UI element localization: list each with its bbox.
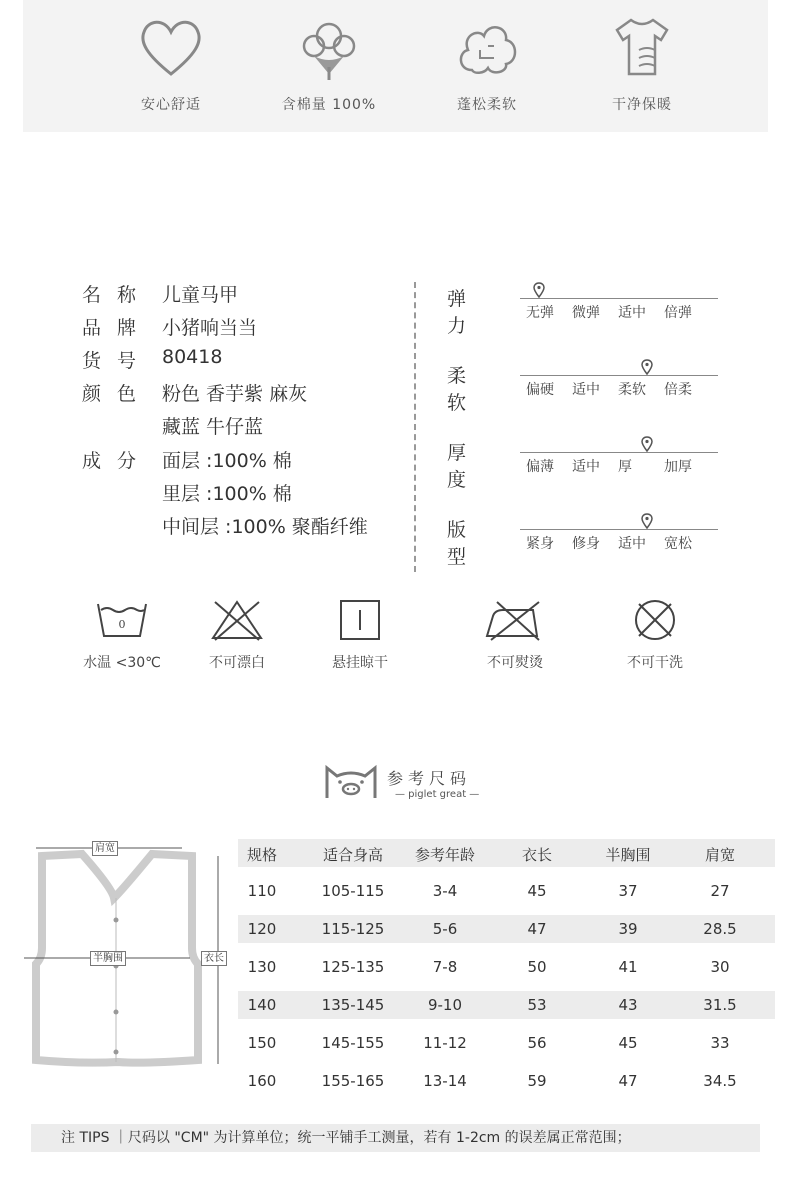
- table-cell: 155-165: [321, 1072, 385, 1090]
- table-header: [238, 839, 775, 867]
- scale-option: 偏薄: [526, 459, 554, 475]
- table-cell: 115-125: [321, 920, 385, 938]
- info-key: 成分: [82, 450, 153, 472]
- table-cell: 37: [618, 882, 638, 900]
- dashed-divider: [414, 282, 416, 572]
- feature-comfort: [101, 12, 241, 114]
- scale-option: 倍弹: [664, 305, 692, 321]
- scale-option: 适中: [618, 305, 646, 321]
- length-tag: 衣长: [201, 951, 227, 966]
- table-cell: 3-4: [432, 882, 458, 900]
- info-value: 藏蓝 牛仔蓝: [162, 416, 264, 438]
- table-row: [238, 991, 775, 1019]
- no-bleach-icon: [177, 598, 297, 642]
- scale-options: [526, 533, 710, 553]
- table-cell: 34.5: [703, 1072, 737, 1090]
- care-label: 悬挂晾干: [332, 655, 388, 671]
- table-cell: 45: [527, 882, 547, 900]
- feature-warm: [572, 12, 712, 114]
- scale-line: [520, 529, 718, 530]
- table-row: [238, 915, 775, 943]
- scale-options: [526, 379, 710, 399]
- table-cell: 160: [247, 1072, 277, 1090]
- info-value: 小猪响当当: [162, 317, 258, 339]
- scale-option: 修身: [572, 536, 600, 552]
- table-cell: 43: [618, 996, 638, 1014]
- care-wash: [62, 598, 182, 672]
- info-value: 里层 :100% 棉: [162, 483, 292, 505]
- size-title-text: 参考尺码: [387, 769, 472, 788]
- table-header-cell: 肩宽: [704, 846, 736, 864]
- scale-option: 偏硬: [526, 382, 554, 398]
- info-value: 面层 :100% 棉: [162, 450, 292, 472]
- scale-options: [526, 302, 710, 322]
- table-header-cell: 参考年龄: [414, 846, 476, 864]
- table-cell: 33: [710, 1034, 730, 1052]
- table-cell: 125-135: [321, 958, 385, 976]
- wash-30-icon: [62, 598, 182, 642]
- table-cell: 53: [527, 996, 547, 1014]
- tshirt-icon: [572, 12, 712, 82]
- table-cell: 145-155: [321, 1034, 385, 1052]
- table-cell: 47: [527, 920, 547, 938]
- features-band: [23, 0, 768, 132]
- info-key: 品牌: [82, 317, 153, 339]
- table-cell: 45: [618, 1034, 638, 1052]
- care-no-dryclean: [595, 598, 715, 672]
- table-cell: 27: [710, 882, 730, 900]
- table-cell: 135-145: [321, 996, 385, 1014]
- table-cell: 130: [247, 958, 277, 976]
- table-row: [238, 877, 775, 905]
- table-cell: 13-14: [423, 1072, 467, 1090]
- info-value: 中间层 :100% 聚酯纤维: [162, 516, 368, 538]
- location-pin-icon: [533, 282, 545, 302]
- size-section-title: [323, 762, 480, 806]
- table-cell: 56: [527, 1034, 547, 1052]
- scale-name: 弹力: [447, 288, 473, 337]
- feature-label: 含棉量 100%: [281, 97, 377, 113]
- table-cell: 120: [247, 920, 277, 938]
- feature-label: 干净保暖: [612, 97, 672, 113]
- location-pin-icon: [641, 359, 653, 379]
- table-cell: 50: [527, 958, 547, 976]
- feature-cotton: [259, 12, 399, 114]
- table-row: [238, 1029, 775, 1057]
- table-cell: 59: [527, 1072, 547, 1090]
- scale-name: 柔软: [447, 365, 473, 414]
- info-key: 颜色: [82, 383, 153, 405]
- scale-option: 微弹: [572, 305, 600, 321]
- table-cell: 9-10: [427, 996, 463, 1014]
- table-cell: 140: [247, 996, 277, 1014]
- location-pin-icon: [641, 436, 653, 456]
- feature-label: 蓬松柔软: [457, 97, 517, 113]
- scale-option: 无弹: [526, 305, 554, 321]
- scale-option: 加厚: [664, 459, 692, 475]
- cloud-icon: [417, 12, 557, 82]
- feature-label: 安心舒适: [141, 97, 201, 113]
- care-label: 不可熨烫: [487, 655, 543, 671]
- scale-option: 厚: [618, 459, 632, 475]
- shoulder-tag: 肩宽: [92, 841, 118, 856]
- table-cell: 31.5: [703, 996, 737, 1014]
- table-header-cell: 半胸围: [605, 846, 651, 864]
- table-cell: 5-6: [432, 920, 458, 938]
- scale-line: [520, 298, 718, 299]
- size-subtitle-text: — piglet great —: [395, 789, 480, 800]
- wash-temp-text: 0: [118, 618, 126, 631]
- table-cell: 28.5: [703, 920, 737, 938]
- table-cell: 47: [618, 1072, 638, 1090]
- scale-line: [520, 375, 718, 376]
- tips-bar: 注 TIPS ｜尺码以 "CM" 为计算单位；统一平铺手工测量，若有 1-2cm 的误差属正常范围；: [31, 1124, 760, 1152]
- care-no-iron: [455, 598, 575, 672]
- no-iron-icon: [455, 598, 575, 642]
- table-cell: 11-12: [423, 1034, 467, 1052]
- info-key: 名称: [82, 284, 153, 306]
- hang-dry-icon: [300, 598, 420, 642]
- scale-option: 适中: [618, 536, 646, 552]
- info-key: 货号: [82, 350, 153, 372]
- info-value: 粉色 香芋紫 麻灰: [162, 383, 308, 405]
- scale-option: 紧身: [526, 536, 554, 552]
- info-value: 80418: [162, 346, 223, 368]
- table-cell: 150: [247, 1034, 277, 1052]
- scale-name: 版型: [447, 519, 473, 568]
- info-value: 儿童马甲: [162, 284, 239, 306]
- care-label: 水温 <30℃: [83, 655, 161, 671]
- care-hang-dry: [300, 598, 420, 672]
- table-cell: 39: [618, 920, 638, 938]
- care-label: 不可漂白: [209, 655, 265, 671]
- table-cell: 30: [710, 958, 730, 976]
- table-row: [238, 953, 775, 981]
- chest-tag: 半胸围: [90, 951, 126, 966]
- scale-option: 适中: [572, 459, 600, 475]
- location-pin-icon: [641, 513, 653, 533]
- table-header-cell: 适合身高: [322, 846, 384, 864]
- table-cell: 7-8: [432, 958, 458, 976]
- no-dryclean-icon: [595, 598, 715, 642]
- scale-option: 倍柔: [664, 382, 692, 398]
- feature-fluffy: [417, 12, 557, 114]
- table-row: [238, 1067, 775, 1095]
- table-header-cell: 规格: [246, 846, 278, 864]
- scale-option: 宽松: [664, 536, 692, 552]
- care-no-bleach: [177, 598, 297, 672]
- scale-option: 柔软: [618, 382, 646, 398]
- table-cell: 110: [247, 882, 277, 900]
- scale-option: 适中: [572, 382, 600, 398]
- cotton-icon: [259, 12, 399, 82]
- scale-line: [520, 452, 718, 453]
- pig-logo-icon: [323, 787, 379, 806]
- vest-diagram: [22, 838, 234, 1082]
- table-cell: 105-115: [321, 882, 385, 900]
- table-header-cell: 衣长: [521, 846, 553, 864]
- scale-options: [526, 456, 710, 476]
- heart-icon: [101, 12, 241, 82]
- scale-name: 厚度: [447, 442, 473, 491]
- table-cell: 41: [618, 958, 638, 976]
- care-label: 不可干洗: [627, 655, 683, 671]
